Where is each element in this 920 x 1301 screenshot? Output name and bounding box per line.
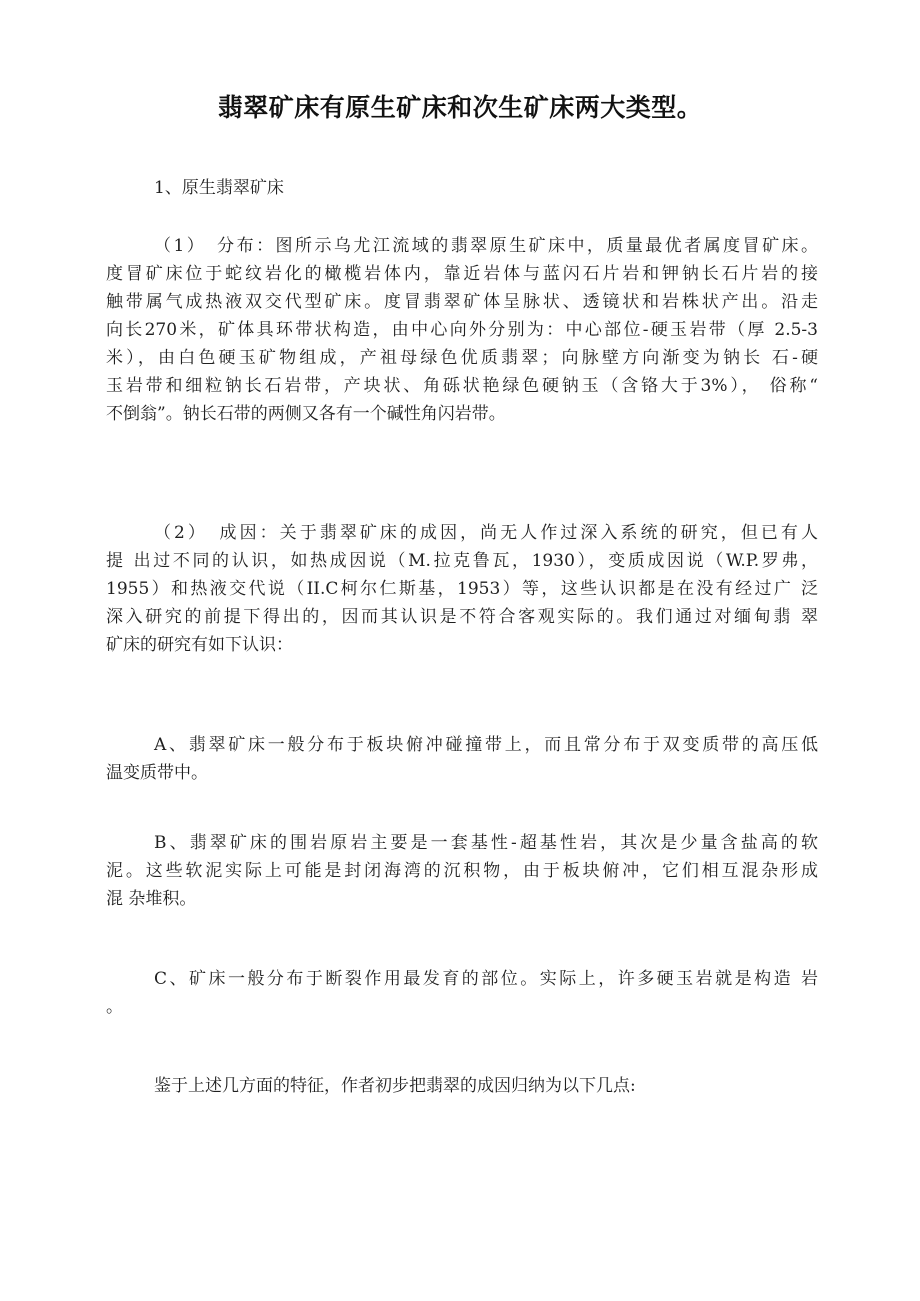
paragraph-line: 温变质带中。 <box>106 763 208 783</box>
paragraph-distribution <box>106 232 818 428</box>
paragraph-line: 混 杂堆积。 <box>106 889 197 909</box>
paragraph-line: B、翡翠矿床的围岩原岩主要是一套基性-超基性岩，其次是少量含盐高的软 <box>154 833 818 853</box>
list-item-c <box>106 965 818 1021</box>
paragraph-line: A、翡翠矿床一般分布于板块俯冲碰撞带上，而且常分布于双变质带的高压低 <box>154 735 818 755</box>
paragraph-line: 鉴于上述几方面的特征，作者初步把翡翠的成因归纳为以下几点: <box>154 1076 636 1096</box>
paragraph-origin <box>106 519 818 659</box>
paragraph-line: 米），由白色硬玉矿物组成，产祖母绿色优质翡翠；向脉壁方向渐变为钠长 石-硬 <box>106 348 818 368</box>
paragraph-conclusion <box>106 1072 818 1100</box>
paragraph-line: 向长270米，矿体具环带状构造，由中心向外分别为：中心部位-硬玉岩带（厚 2.5-3 <box>106 320 818 340</box>
paragraph-line: 泥。这些软泥实际上可能是封闭海湾的沉积物，由于板块俯冲，它们相互混杂形成 <box>106 861 818 881</box>
paragraph-line: 不倒翁”。钠长石带的两侧又各有一个碱性角闪岩带。 <box>106 404 506 424</box>
paragraph-line: （2） 成因：关于翡翠矿床的成因，尚无人作过深入系统的研究，但已有人 <box>154 523 818 543</box>
section-heading-primary-deposit <box>106 174 818 202</box>
paragraph-line: 玉岩带和细粒钠长石岩带，产块状、角砾状艳绿色硬钠玉（含铬大于3%）， 俗称“ <box>106 376 818 396</box>
page-title: 翡翠矿床有原生矿床和次生矿床两大类型。 <box>217 93 703 122</box>
paragraph-line: C、矿床一般分布于断裂作用最发育的部位。实际上，许多硬玉岩就是构造 岩 <box>154 969 818 989</box>
section-heading-text: 1、原生翡翠矿床 <box>154 178 284 198</box>
paragraph-line: （1） 分布：图所示乌尤江流域的翡翠原生矿床中，质量最优者属度冒矿床。 <box>154 236 818 256</box>
paragraph-line: 提 出过不同的认识，如热成因说（M.拉克鲁瓦，1930），变质成因说（W.P.罗弗， <box>106 551 818 571</box>
list-item-b <box>106 829 818 913</box>
paragraph-line: 1955）和热液交代说（II.C柯尔仁斯基，1953）等，这些认识都是在没有经过广 泛 <box>106 579 818 599</box>
list-item-a <box>106 731 818 787</box>
paragraph-line: 深入研究的前提下得出的，因而其认识是不符合客观实际的。我们通过对缅甸翡 翠 <box>106 607 818 627</box>
paragraph-line: 度冒矿床位于蛇纹岩化的橄榄岩体内，靠近岩体与蓝闪石片岩和钾钠长石片岩的接 <box>106 264 818 284</box>
paragraph-line: 触带属气成热液双交代型矿床。度冒翡翠矿体呈脉状、透镜状和岩株状产出。沿走 <box>106 292 818 312</box>
paragraph-line: 。 <box>106 997 123 1017</box>
paragraph-line: 矿床的研究有如下认识： <box>106 635 293 655</box>
